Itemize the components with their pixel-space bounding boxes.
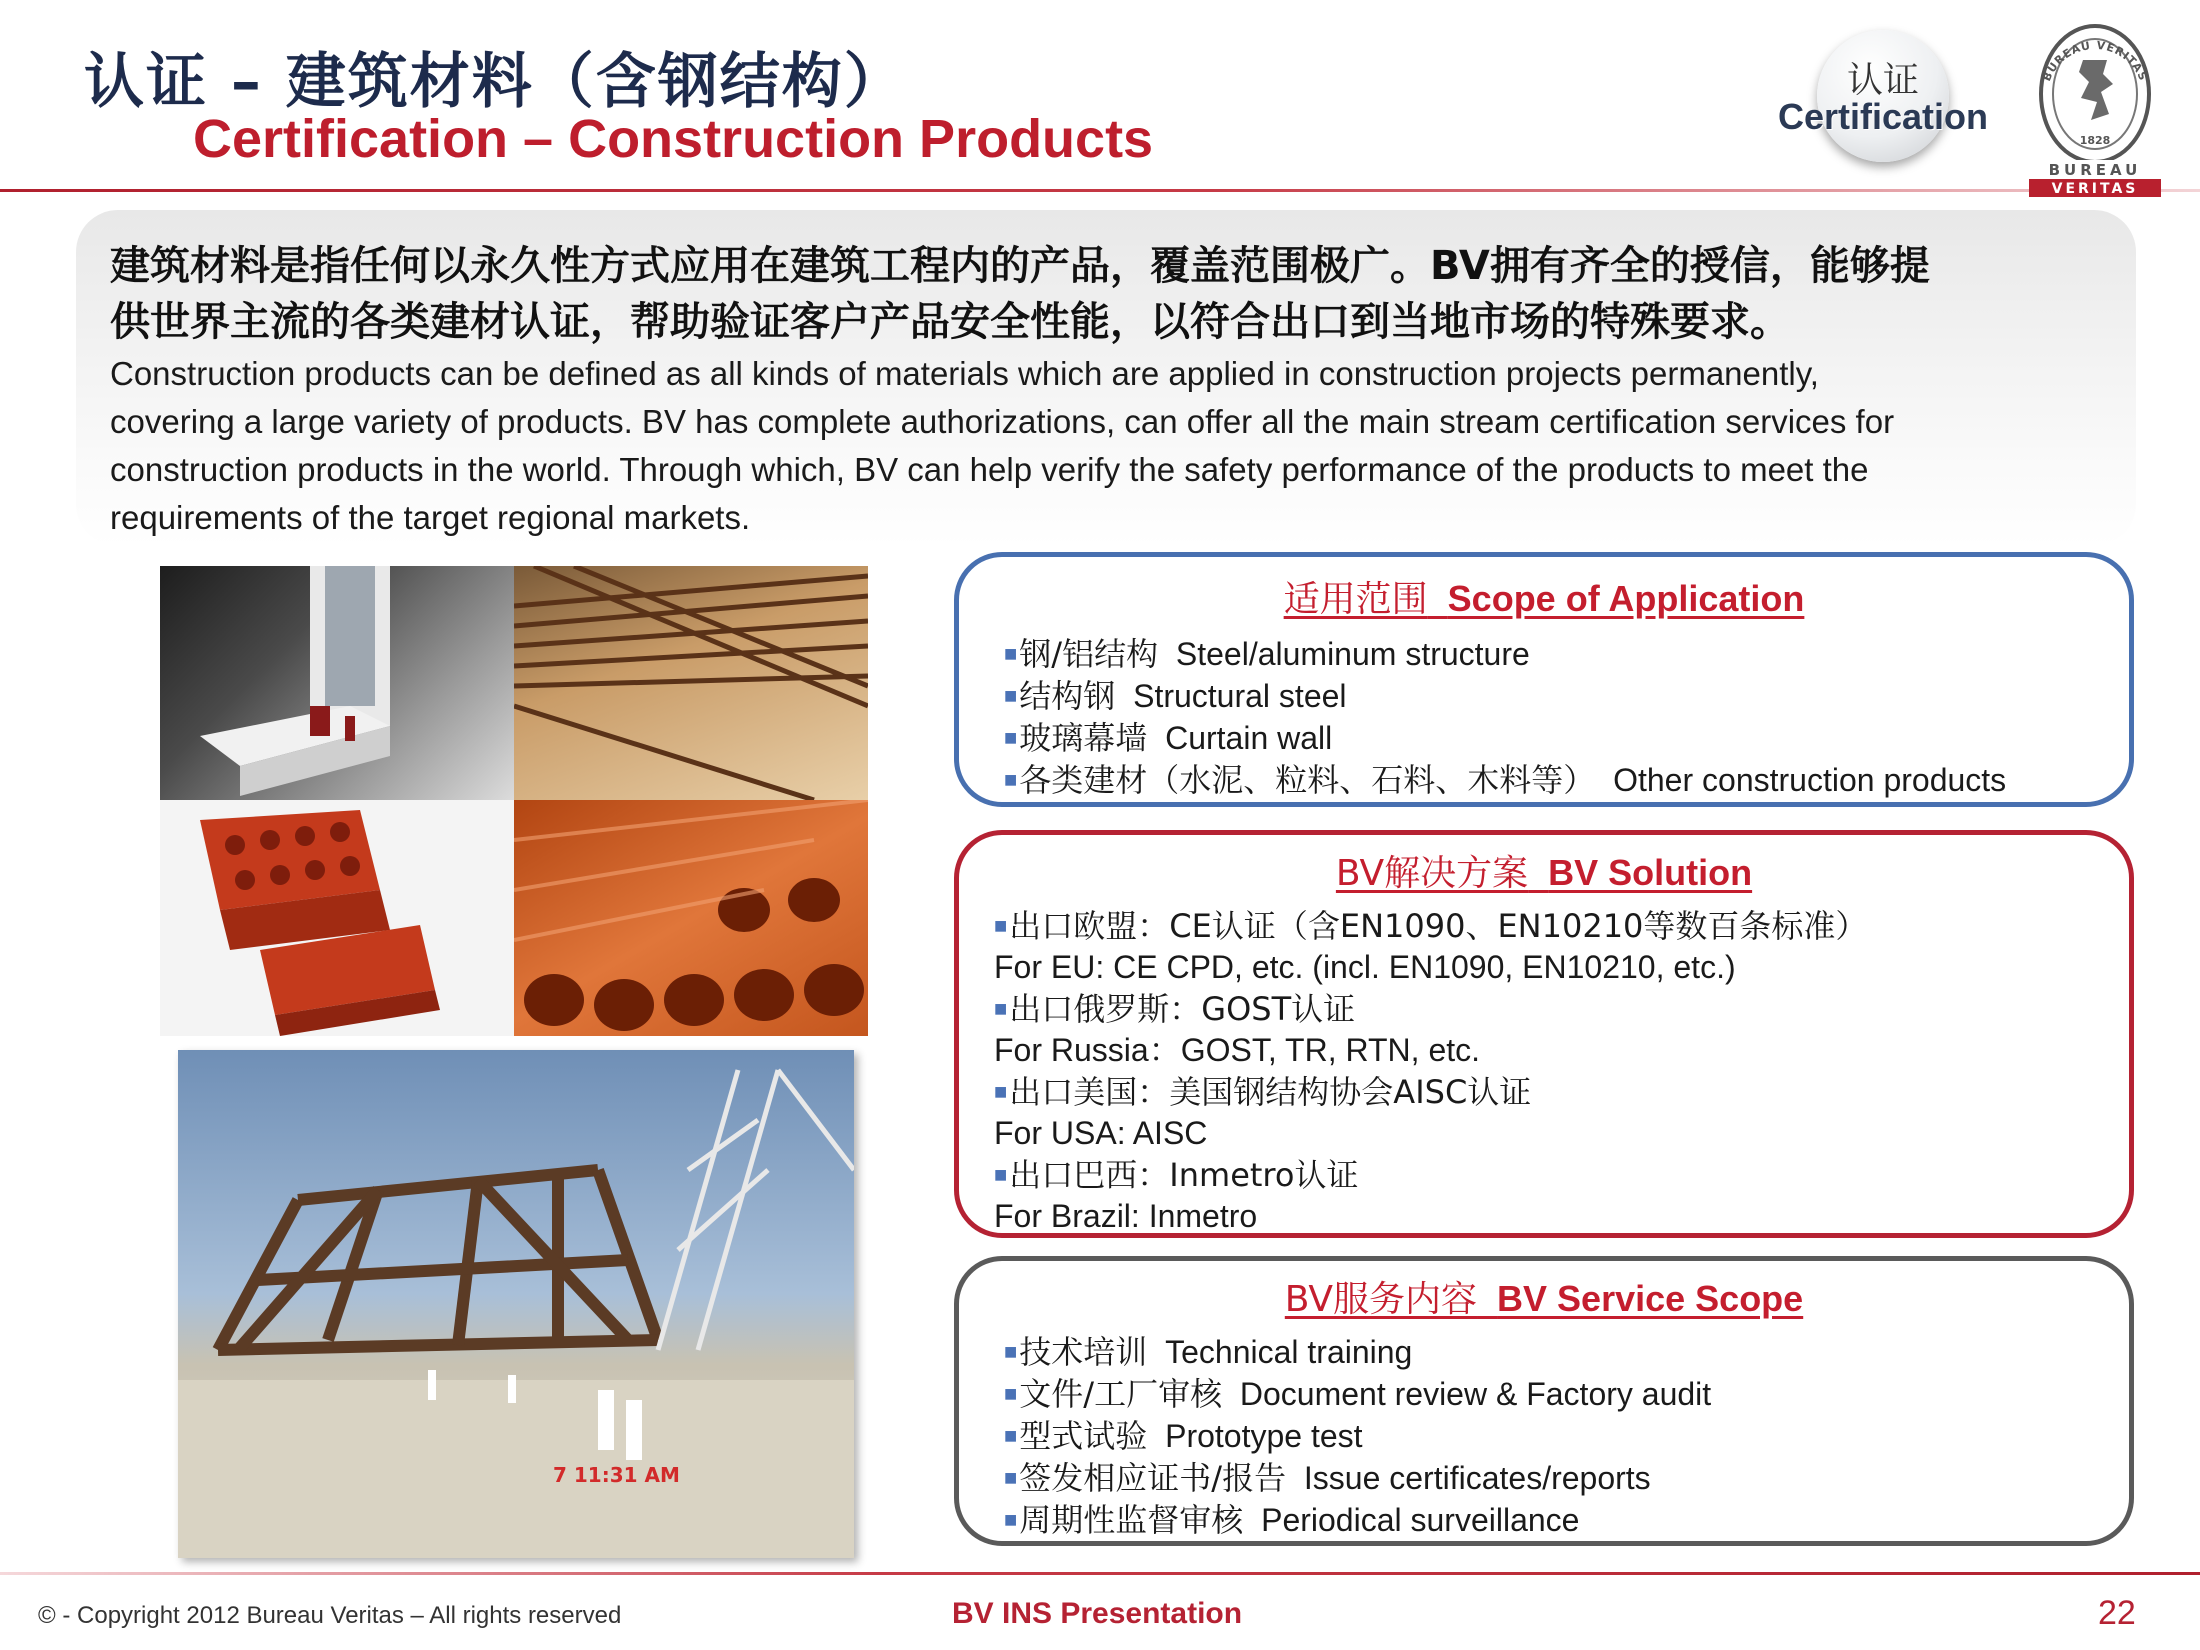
list-item [994, 988, 1867, 1030]
list-item [994, 1154, 1867, 1196]
square-bullet-icon: ■ [1004, 641, 1018, 666]
logo-text-bottom: VERITAS [2051, 181, 2139, 197]
intro-cn-line: 供世界主流的各类建材认证，帮助验证客户产品安全性能，以符合出口到当地市场的特殊要求。 [110, 299, 1790, 345]
pipes-photo [514, 800, 868, 1036]
service-title-en: BV Service Scope [1497, 1278, 1804, 1319]
solution-title-en: BV Solution [1548, 852, 1753, 893]
footer-copyright: © - Copyright 2012 Bureau Veritas – All rights reserved [38, 1602, 622, 1629]
square-bullet-icon: ■ [994, 1079, 1008, 1104]
certification-badge-label-cn: 认证 [1846, 60, 1919, 101]
list-item-en: Issue certificates/reports [1303, 1460, 1651, 1496]
square-bullet-icon: ■ [1004, 1423, 1018, 1448]
square-bullet-icon: ■ [994, 913, 1008, 938]
list-item [1004, 675, 2006, 717]
bv-service-scope-box [954, 1256, 2134, 1546]
list-item-en: For EU: CE CPD, etc. (incl. EN1090, EN10210, etc.) [994, 949, 1736, 985]
list-item [1004, 1457, 1711, 1499]
list-item [1004, 1499, 1711, 1541]
list-item-cn: 玻璃幕墙 [1019, 719, 1148, 757]
scope-of-application-box [954, 552, 2134, 807]
list-item [1004, 1331, 1711, 1373]
rebar-photo [514, 566, 868, 800]
list-item-cn: 技术培训 [1019, 1333, 1148, 1371]
svg-text:BUREAU VERITAS: BUREAU VERITAS [2040, 38, 2150, 84]
square-bullet-icon: ■ [1004, 1465, 1018, 1490]
solution-title [959, 845, 2129, 896]
intro-text-en [110, 350, 2130, 542]
list-item-en: Steel/aluminum structure [1175, 636, 1530, 672]
list-item-en: Periodical surveillance [1261, 1502, 1580, 1538]
photo-timestamp: 7 11:31 AM [553, 1463, 680, 1487]
list-item [994, 905, 1867, 947]
page-number: 22 [2098, 1594, 2136, 1632]
list-item-en: For Russia：GOST, TR, RTN, etc. [994, 1032, 1481, 1068]
intro-cn-line: 建筑材料是指任何以永久性方式应用在建筑工程内的产品，覆盖范围极广。BV拥有齐全的授信，能够提 [110, 243, 1930, 289]
intro-text-cn [110, 238, 2110, 350]
list-item-cn: 钢/铝结构 [1019, 635, 1159, 673]
intro-en-line: Construction products can be defined as all kinds of materials which are applied in construction projects permanently, [110, 355, 1819, 392]
window-profile-photo [160, 566, 514, 800]
header-divider [0, 189, 2200, 192]
list-item-cn: 各类建材（水泥、粒料、石料、木料等） [1019, 761, 1596, 799]
square-bullet-icon: ■ [1004, 1381, 1018, 1406]
intro-en-line: construction products in the world. Through which, BV can help verify the safety performance of the products to meet the [110, 451, 1869, 488]
list-item-cn: 出口美国：美国钢结构协会AISC认证 [1009, 1073, 1532, 1111]
certification-badge-label-en: Certification [1777, 96, 1989, 137]
svg-text:1828: 1828 [2079, 134, 2111, 147]
page-title-cn: 认证 – 建筑材料（含钢结构） [84, 47, 906, 117]
logo-text-top: BUREAU [2048, 161, 2142, 179]
scope-title [959, 571, 2129, 622]
scope-title-cn: 适用范围 [1283, 579, 1428, 620]
service-title [959, 1271, 2129, 1322]
service-list [1004, 1331, 1711, 1541]
list-item-cn: 出口俄罗斯：GOST认证 [1009, 990, 1356, 1028]
square-bullet-icon: ■ [1004, 1507, 1018, 1532]
square-bullet-icon: ■ [1004, 725, 1018, 750]
list-item-en: Structural steel [1133, 678, 1347, 714]
list-item-cn: 出口巴西：Inmetro认证 [1009, 1156, 1359, 1194]
list-item [1004, 633, 2006, 675]
page-title-en: Certification – Construction Products [193, 109, 1154, 169]
list-item-cn: 周期性监督审核 [1019, 1501, 1244, 1539]
list-item [1004, 1415, 1711, 1457]
scope-title-en: Scope of Application [1447, 578, 1805, 619]
scope-list [1004, 633, 2006, 801]
list-item [994, 1071, 1867, 1113]
list-item-en: Document review & Factory audit [1239, 1376, 1712, 1412]
list-item-en: Prototype test [1165, 1418, 1363, 1454]
list-item-en: Technical training [1165, 1334, 1413, 1370]
square-bullet-icon: ■ [1004, 767, 1018, 792]
intro-en-line: covering a large variety of products. BV has complete authorizations, can offer all the main stream certification services for [110, 403, 1895, 440]
list-item-cn: 型式试验 [1019, 1417, 1148, 1455]
list-item [1004, 759, 2006, 801]
list-item-cn: 出口欧盟：CE认证（含EN1090、EN10210等数百条标准） [1009, 907, 1868, 945]
list-item-cn: 文件/工厂审核 [1019, 1375, 1223, 1413]
footer-presentation-title: BV INS Presentation [952, 1597, 1243, 1630]
steel-structure-site-photo [178, 1050, 854, 1558]
list-item [1004, 1373, 1711, 1415]
solution-title-cn: BV解决方案 [1335, 853, 1529, 894]
square-bullet-icon: ■ [994, 996, 1008, 1021]
list-item-en: For Brazil: Inmetro [994, 1198, 1258, 1234]
square-bullet-icon: ■ [1004, 1339, 1018, 1364]
intro-en-line: requirements of the target regional markets. [110, 499, 751, 536]
list-item-en: Other construction products [1613, 762, 2007, 798]
square-bullet-icon: ■ [994, 1162, 1008, 1187]
square-bullet-icon: ■ [1004, 683, 1018, 708]
list-item-cn: 签发相应证书/报告 [1019, 1459, 1287, 1497]
bv-solution-box [954, 830, 2134, 1238]
list-item-cn: 结构钢 [1019, 677, 1116, 715]
brick-photo [160, 800, 514, 1036]
solution-list [994, 905, 1867, 1237]
footer-divider [0, 1572, 2200, 1575]
list-item-en: Curtain wall [1165, 720, 1333, 756]
service-title-cn: BV服务内容 [1284, 1279, 1478, 1320]
bureau-veritas-logo [2025, 22, 2165, 197]
list-item [1004, 717, 2006, 759]
list-item-en: For USA: AISC [994, 1115, 1208, 1151]
